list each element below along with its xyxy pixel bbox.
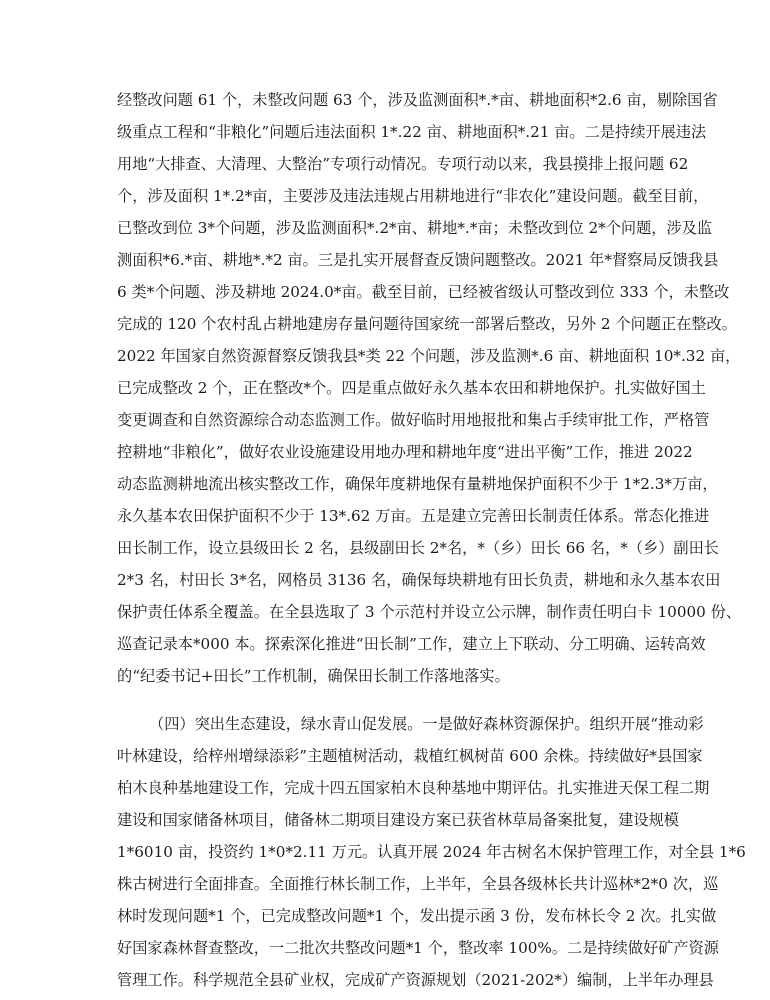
- paragraph-line: （四）突出生态建设，绿水青山促发展。一是做好森林资源保护。组织开展“推动彩: [149, 715, 704, 733]
- paragraph-line: 级重点工程和“非粮化”问题后违法面积 1*.22 亩、耕地面积*.21 亩。二是持续开展违法: [117, 123, 707, 141]
- paragraph-line: 2*3 名，村田长 3*名，网格员 3136 名，确保每块耕地有田长负责，耕地和永久基本农田: [117, 571, 721, 589]
- paragraph-line: 6 类*个问题、涉及耕地 2024.0*亩。截至目前，已经被省级认可整改到位 333 个，未整改: [117, 283, 730, 301]
- paragraph-line: 1*6010 亩，投资约 1*0*2.11 万元。认真开展 2024 年古树名木保护管理工作，对全县 1*6: [117, 843, 746, 861]
- paragraph-line: 保护责任体系全覆盖。在全县选取了 3 个示范村并设立公示牌，制作责任明白卡 10000 份、: [117, 603, 742, 621]
- paragraph-line: 完成的 120 个农村乱占耕地建房存量问题待国家统一部署后整改，另外 2 个问题正在整改。: [117, 315, 737, 333]
- paragraph-line: 控耕地“非粮化”，做好农业设施建设用地办理和耕地年度“进出平衡”工作，推进 2022: [117, 443, 693, 461]
- paragraph-line: 永久基本农田保护面积不少于 13*.62 万亩。五是建立完善田长制责任体系。常态化推进: [117, 507, 710, 525]
- paragraph-line: 田长制工作，设立县级田长 2 名，县级副田长 2*名，*（乡）田长 66 名，*（乡）副田长: [117, 539, 719, 557]
- paragraph-line: 个，涉及面积 1*.2*亩，主要涉及违法违规占用耕地进行“非农化”建设问题。截至目前，: [117, 187, 709, 205]
- paragraph-line: 柏木良种基地建设工作，完成十四五国家柏木良种基地中期评估。扎实推进天保工程二期: [117, 779, 710, 797]
- paragraph-line: 管理工作。科学规范全县矿业权，完成矿产资源规划（2021-202*）编制，上半年办理县: [117, 971, 714, 989]
- paragraph-line: 变更调查和自然资源综合动态监测工作。做好临时用地报批和集占手续审批工作，严格管: [117, 411, 710, 429]
- paragraph-line: 已整改到位 3*个问题，涉及监测面积*.2*亩、耕地*.*亩；未整改到位 2*个问题，涉及监: [117, 219, 713, 237]
- paragraph-line: 巡查记录本*000 本。探索深化推进“田长制”工作，建立上下联动、分工明确、运转高效: [117, 635, 706, 653]
- paragraph-line: 叶林建设，给梓州增绿添彩”主题植树活动，栽植红枫树苗 600 余株。持续做好*县国家: [117, 747, 703, 765]
- paragraph-line: 建设和国家储备林项目，储备林二期项目建设方案已获省林草局备案批复，建设规模: [117, 811, 679, 829]
- paragraph-line: 经整改问题 61 个，未整改问题 63 个，涉及监测面积*.*亩、耕地面积*2.6 亩，剔除国省: [117, 91, 718, 109]
- paragraph-line: 动态监测耕地流出核实整改工作，确保年度耕地保有量耕地保护面积不少于 1*2.3*万亩，: [117, 475, 718, 493]
- paragraph-line: 好国家森林督查整改，一二批次共整改问题*1 个，整改率 100%。二是持续做好矿产资源: [117, 939, 719, 957]
- paragraph-line: 用地“大排查、大清理、大整治”专项行动情况。专项行动以来，我县摸排上报问题 62: [117, 155, 689, 173]
- paragraph-line: 的“纪委书记+田长”工作机制，确保田长制工作落地落实。: [117, 667, 510, 685]
- paragraph-line: 测面积*6.*亩、耕地*.*2 亩。三是扎实开展督查反馈问题整改。2021 年*督察局反馈我县: [117, 251, 719, 269]
- paragraph-line: 林时发现问题*1 个，已完成整改问题*1 个，发出提示函 3 份，发布林长令 2 次。扎实做: [117, 907, 717, 925]
- paragraph-line: 2022 年国家自然资源督察反馈我县*类 22 个问题，涉及监测*.6 亩、耕地面积 10*.32 亩，: [117, 347, 741, 365]
- paragraph-line: 株古树进行全面排查。全面推行林长制工作，上半年，全县各级林长共计巡林*2*0 次，巡: [117, 875, 719, 893]
- paragraph-line: 已完成整改 2 个，正在整改*个。四是重点做好永久基本农田和耕地保护。扎实做好国土: [117, 379, 706, 397]
